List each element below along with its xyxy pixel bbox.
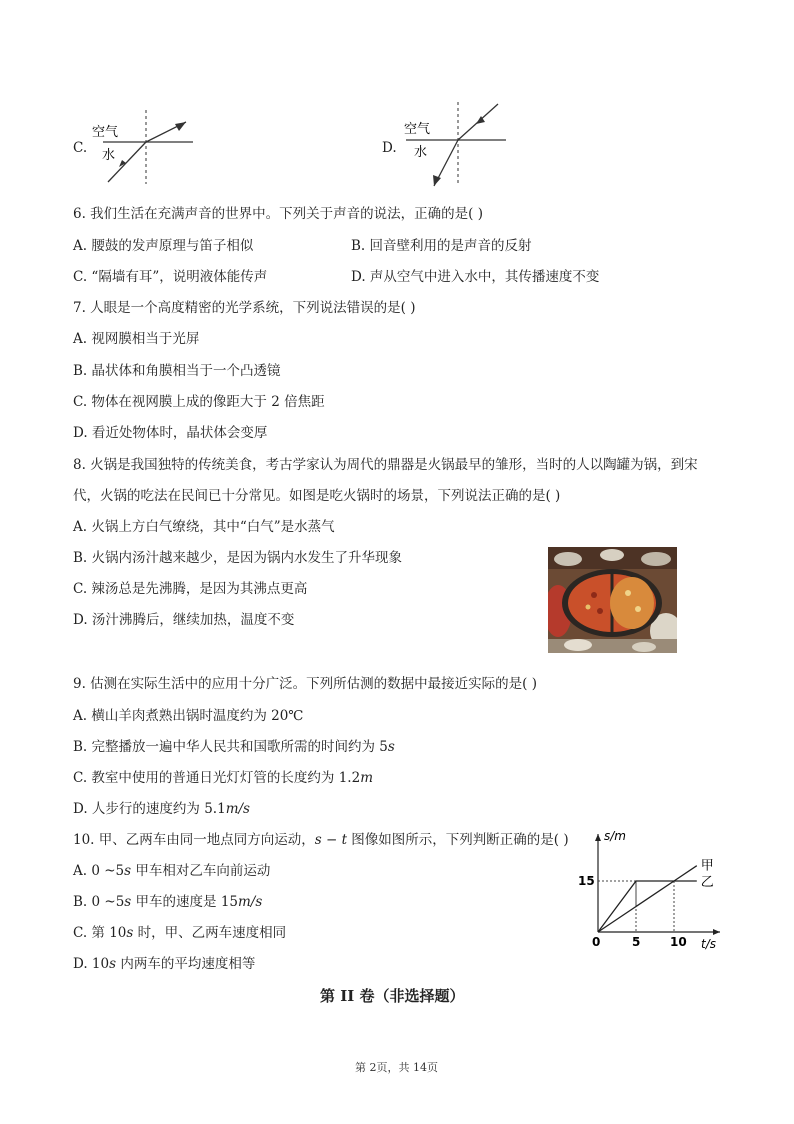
- q8-option-a: A. 火锅上方白气缭绕，其中“白气”是水蒸气: [73, 519, 335, 535]
- q9-option-d-text: D. 人步行的速度约为 5.1: [73, 801, 226, 817]
- y-axis-label: s/m: [604, 829, 626, 843]
- water-label: 水: [414, 145, 428, 160]
- q7-option-a: A. 视网膜相当于光屏: [73, 331, 200, 347]
- q9-option-b-text: B. 完整播放一遍中华人民共和国歌所需的时间约为 5: [73, 739, 388, 755]
- q10-stem-pre: 10. 甲、乙两车由同一地点同方向运动，: [73, 832, 315, 848]
- q9-option-b: [73, 737, 395, 757]
- q10-option-b-unit2: m/s: [238, 894, 263, 910]
- page-footer: 第 2页，共 14页: [355, 1061, 438, 1074]
- q10-option-a: [73, 861, 270, 881]
- x-tick-label: 0: [592, 935, 601, 949]
- q10-option-d-unit: s: [109, 956, 117, 972]
- q6-option-b: B. 回音壁利用的是声音的反射: [351, 238, 532, 254]
- section-title: 第 II 卷（非选择题）: [320, 987, 465, 1005]
- q10-stem-post: 图像如图所示，下列判断正确的是( ): [347, 832, 569, 848]
- q6-option-d: D. 声从空气中进入水中，其传播速度不变: [351, 269, 600, 285]
- hotpot-photo: [548, 547, 677, 653]
- q8-option-d: D. 汤汁沸腾后，继续加热，温度不变: [73, 612, 295, 628]
- q10-option-c: [73, 923, 286, 943]
- q9-option-b-unit: s: [387, 739, 395, 755]
- q6-option-a: A. 腰鼓的发声原理与笛子相似: [73, 238, 254, 254]
- y-axis-arrow: [595, 834, 601, 841]
- q10-option-d-post: 内两车的平均速度相等: [116, 956, 256, 972]
- q9-option-a: A. 横山羊肉煮熟出锅时温度约为 20℃: [73, 708, 304, 724]
- q7-option-b: B. 晶状体和角膜相当于一个凸透镜: [73, 363, 281, 379]
- q8-stem-line1: 8. 火锅是我国独特的传统美食，考古学家认为周代的鼎器是火锅最早的雏形，当时的人以陶罐为锅，到宋: [73, 457, 698, 473]
- q10-option-c-pre: C. 第 10: [73, 925, 127, 941]
- q8-stem-line2: 代，火锅的吃法在民间已十分常见。如图是吃火锅时的场景，下列说法正确的是( ): [73, 488, 561, 504]
- q9-option-c: [73, 768, 373, 788]
- x-axis-arrow: [713, 929, 720, 935]
- x-tick-label: 5: [632, 935, 641, 949]
- q9-option-c-unit: m: [360, 770, 374, 786]
- q10-option-b-unit: s: [124, 894, 132, 910]
- series-line-yi: [598, 881, 697, 932]
- series-line-jia: [598, 866, 697, 932]
- q10-option-d: [73, 954, 255, 974]
- q7-stem: 7. 人眼是一个高度精密的光学系统，下列说法错误的是( ): [73, 300, 416, 316]
- option-d-label: D.: [382, 140, 397, 156]
- air-label: 空气: [92, 125, 119, 140]
- q7-option-d: D. 看近处物体时，晶状体会变厚: [73, 425, 268, 441]
- series-label: 甲: [700, 858, 714, 874]
- option-c-label: C.: [73, 140, 88, 156]
- y-tick-label: 15: [578, 874, 595, 888]
- q10-option-a-unit: s: [124, 863, 132, 879]
- q10-option-c-post: 时，甲、乙两车速度相同: [133, 925, 287, 941]
- q7-option-c: C. 物体在视网膜上成的像距大于 2 倍焦距: [73, 394, 325, 410]
- q10-option-d-pre: D. 10: [73, 956, 110, 972]
- q10-option-a-post: 甲车相对乙车向前运动: [131, 863, 271, 879]
- water-label: 水: [102, 148, 116, 163]
- q9-option-d-unit: m/s: [225, 801, 250, 817]
- q10-option-b-mid: 甲车的速度是 15: [131, 894, 238, 910]
- q9-option-c-text: C. 教室中使用的普通日光灯灯管的长度约为 1.2: [73, 770, 361, 786]
- q6-option-c: C. “隔墙有耳”，说明液体能传声: [73, 269, 268, 285]
- x-axis-label: t/s: [701, 937, 716, 951]
- q10-stem: [73, 830, 569, 850]
- q10-option-b: [73, 892, 262, 912]
- q6-stem: 6. 我们生活在充满声音的世界中。下列关于声音的说法，正确的是( ): [73, 206, 483, 222]
- x-tick-label: 10: [670, 935, 687, 949]
- st-graph-chart: [570, 826, 730, 952]
- series-label: 乙: [700, 875, 714, 890]
- q8-option-c: C. 辣汤总是先沸腾，是因为其沸点更高: [73, 581, 308, 597]
- q8-option-b: B. 火锅内汤汁越来越少，是因为锅内水发生了升华现象: [73, 550, 403, 566]
- q10-option-c-unit: s: [126, 925, 134, 941]
- refraction-diagram-d: [398, 100, 510, 192]
- q10-option-a-pre: A. 0 ~5: [73, 863, 125, 879]
- q10-stem-math: s − t: [314, 832, 348, 848]
- q9-option-d: [73, 799, 250, 819]
- q10-option-b-pre: B. 0 ~5: [73, 894, 125, 910]
- refraction-diagram-c: [88, 108, 198, 188]
- q9-stem: 9. 估测在实际生活中的应用十分广泛。下列所估测的数据中最接近实际的是( ): [73, 676, 537, 692]
- air-label: 空气: [404, 122, 431, 137]
